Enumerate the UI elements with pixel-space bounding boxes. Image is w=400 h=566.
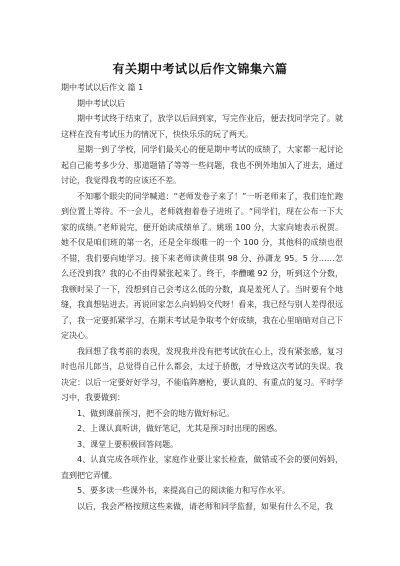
paragraph: 期中考试终于结束了，放学以后回到家，写完作业后，便去找同学完了。就这样在没有考试压力的情况下，快快乐乐的玩了两天。 — [61, 114, 343, 139]
section-subtitle: 期中考试以后作文 篇 1 — [61, 83, 144, 92]
paragraph: 我回想了我考前的表现，发现我并没有把考试放在心上，没有紧张感，复习时也吊儿郎当，总觉得自己什么都会，太过于骄傲，才导致这次考试的失误。我决定：以后一定要好好学习，不能临阵磨枪，要认真的、有重点的复习。平时学习中，我要做到： — [61, 346, 343, 402]
document-body — [61, 80, 343, 514]
section-heading: 期中考试以后 — [77, 98, 125, 108]
list-item: 4、认真完成各项作业，家庭作业要让家长检查，做错或不会的要问妈妈，直到把它弄懂。 — [61, 455, 343, 480]
paragraph: 以后，我会严格按照这些来做，请老师和同学监督，如果有什么不足，我 — [77, 501, 333, 511]
list-item: 2、上课认真听讲，做好笔记，尤其是预习时出现的困惑。 — [77, 424, 283, 433]
document-title: 有关期中考试以后作文锦集六篇 — [112, 62, 288, 76]
list-item: 1、做到课前预习，把不会的地方做好标记。 — [77, 408, 235, 418]
paragraph: 星期一到了学校，同学们最关心的便是期中考试的成绩了，大家都一起讨论起自己能考多少分、那道题错了等等一些问题，我也不例外地加入了进去，通过讨论，我觉得我考的应该还不差。 — [61, 145, 343, 185]
list-item: 5、要多读一些课外书，来提高自己的阅读能力和写作水平。 — [77, 486, 291, 495]
paragraph: 不知哪个眼尖的同学喊道：“老师发卷子来了！”一听老师来了，我们连忙跑到位置上等待。不一会儿，老师就抱着卷子进班了。“同学们，现在公布一下大家的成绩。”老师说完，便开始读成绩单了。姚瑶 100 分，大家向她表示祝贺。她不仅是咱们班的第一名，还是全年级唯一的一个 100 分，其他科的成绩也很不错，我们要向她学习。接下来老师读黄佳琪 98 分、孙潇龙 95。5 分……怎么还没到我？我的心不由得紧张起来了。终于，李醴曦 92 分，听到这个分数，我顿时呆了一下，没想到自己会考这么低的分数，真是羞死人了。当时要有个地缝，我真想钻进去。再说回家怎么向妈妈交代呀！看来，我已经与别人差得很远了，我一定要抓紧学习，在期末考试是争取考个好成绩，我在心里暗暗对自己下定决心。 — [61, 191, 343, 340]
list-item: 3、课堂上要积极回答问题。 — [77, 439, 179, 449]
